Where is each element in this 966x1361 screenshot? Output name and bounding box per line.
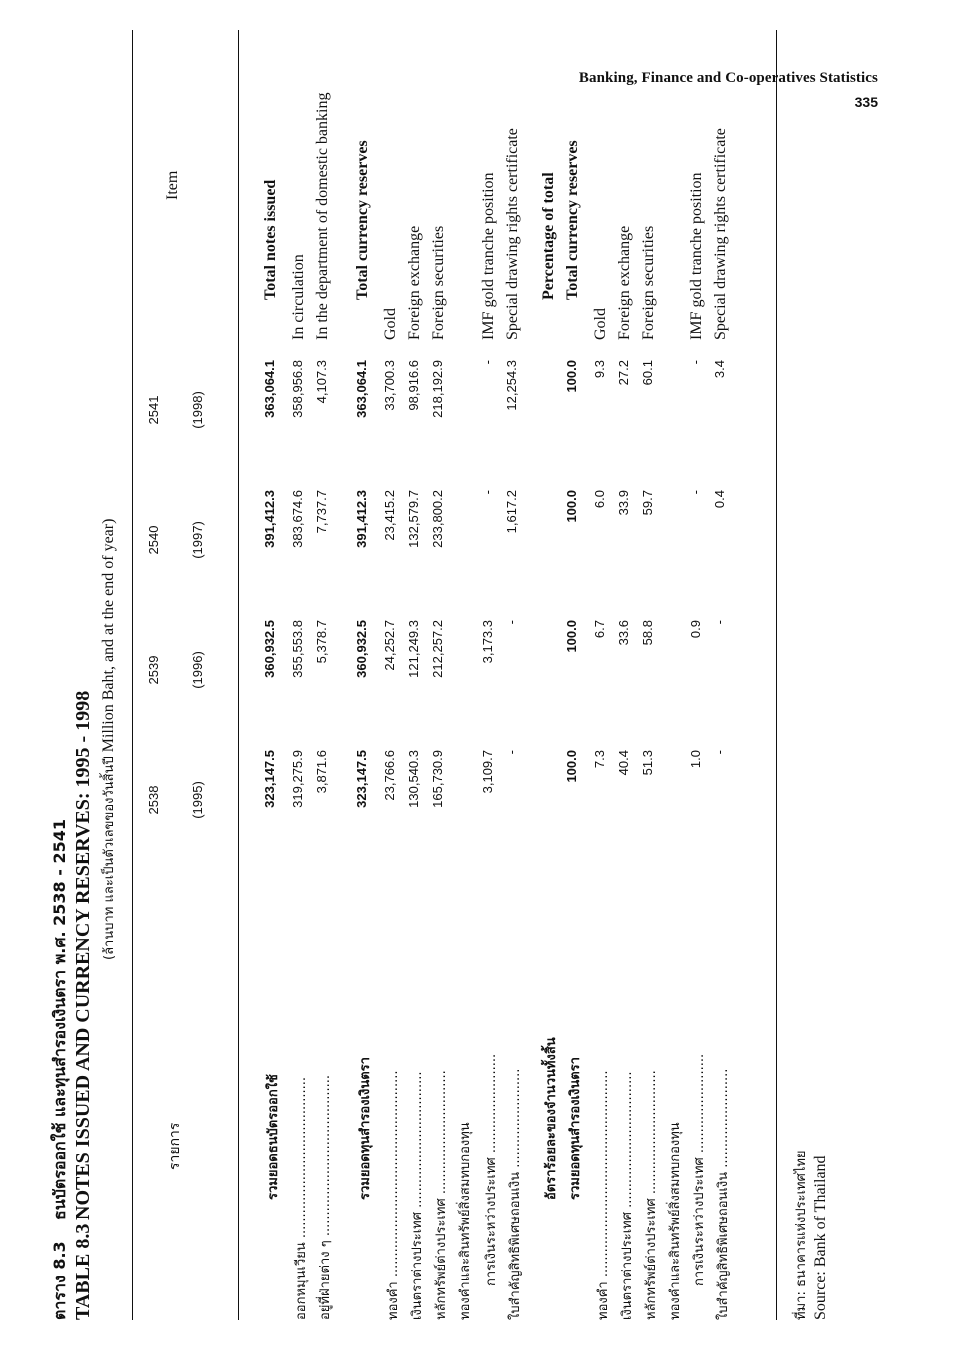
cell-value: 323,147.5 xyxy=(262,750,277,808)
row-label-english: Total currency reserves xyxy=(354,140,371,300)
source-thai xyxy=(790,1150,811,1320)
cell-value: 6.7 xyxy=(592,620,607,639)
cell-value: 33,700.3 xyxy=(382,360,397,411)
cell-value: 23,766.6 xyxy=(382,750,397,801)
english-table-label: TABLE 8.3 xyxy=(72,1223,94,1320)
table-bottom-rule xyxy=(776,30,777,1320)
thai-table-label: ตาราง 8.3 xyxy=(50,1241,69,1320)
cell-value: 23,415.2 xyxy=(382,490,397,541)
cell-value: 3,109.7 xyxy=(480,750,495,794)
cell-value: 100.0 xyxy=(564,620,579,653)
year-be-header: 2539 xyxy=(146,655,161,685)
row-label-thai: เงินตราต่างประเทศ ................................. xyxy=(620,1071,635,1320)
cell-value: 100.0 xyxy=(564,490,579,523)
table-row xyxy=(640,30,666,1320)
table-row xyxy=(314,30,340,1320)
row-label-thai: หลักทรัพย์ต่างประเทศ .............................. xyxy=(434,1070,449,1320)
header-bottom-rule xyxy=(238,30,239,1320)
cell-value: 9.3 xyxy=(592,360,607,379)
cell-value: - xyxy=(712,750,727,755)
cell-value: - xyxy=(480,360,495,365)
row-label-english: Foreign securities xyxy=(640,225,657,340)
cell-value: 60.1 xyxy=(640,360,655,386)
source-english: Source: Bank of Thailand xyxy=(812,1155,829,1320)
cell-value: 12,254.3 xyxy=(504,360,519,411)
row-label-english: Gold xyxy=(592,308,609,340)
cell-value: 33.6 xyxy=(616,620,631,646)
unit-note-english: Million Baht, and at the end of year) xyxy=(100,518,117,753)
english-table-title: NOTES ISSUED AND CURRENCY RESERVES: 1995 - 1998 xyxy=(72,690,94,1220)
cell-value: 383,674.6 xyxy=(290,490,305,548)
row-label-english: IMF gold tranche position xyxy=(688,172,705,340)
unit-note xyxy=(98,519,119,960)
table-row xyxy=(406,30,432,1320)
cell-value: 98,916.6 xyxy=(406,360,421,411)
row-label-english: Special drawing rights certificate xyxy=(712,128,729,340)
row-label-thai: รวมยอดทุนสำรองเงินตรา xyxy=(568,1057,583,1200)
row-label-thai: เงินตราต่างประเทศ ................................. xyxy=(410,1071,425,1320)
thai-title xyxy=(48,819,73,1320)
row-label-english: In circulation xyxy=(290,254,307,340)
row-label-english: Foreign exchange xyxy=(406,225,423,340)
year-ce-header: (1998) xyxy=(190,391,205,429)
row-label-english: Foreign securities xyxy=(430,225,447,340)
row-label-thai: ใบสำคัญสิทธิพิเศษถอนเงิน ........................ xyxy=(716,1068,731,1320)
running-head: Banking, Finance and Co-operatives Statistics xyxy=(578,70,878,86)
table-row xyxy=(616,30,642,1320)
row-label-english: Gold xyxy=(382,308,399,340)
row-label-english: In the department of domestic banking xyxy=(314,92,331,340)
table-row xyxy=(688,30,714,1320)
table-row xyxy=(290,30,316,1320)
table-row xyxy=(564,30,590,1320)
cell-value: 7.3 xyxy=(592,750,607,769)
table-top-rule xyxy=(132,30,133,1320)
cell-value: 100.0 xyxy=(564,360,579,393)
cell-value: 323,147.5 xyxy=(354,750,369,808)
cell-value: 5,378.7 xyxy=(314,620,329,664)
row-label-thai: อัตราร้อยละของจำนวนทั้งสิ้น xyxy=(544,1037,559,1200)
year-ce-header: (1996) xyxy=(190,651,205,689)
table-row xyxy=(592,30,618,1320)
cell-value: 3,871.6 xyxy=(314,750,329,794)
cell-value: - xyxy=(504,620,519,625)
row-label-english: Total currency reserves xyxy=(564,140,581,300)
cell-value: 51.3 xyxy=(640,750,655,776)
row-label-thai: ทองคำและสินทรัพย์สิ่งสมทบกองทุน xyxy=(668,1122,683,1320)
cell-value: 360,932.5 xyxy=(262,620,277,678)
cell-value: 391,412.3 xyxy=(262,490,277,548)
cell-value: 40.4 xyxy=(616,750,631,776)
cell-value: 121,249.3 xyxy=(406,620,421,678)
row-label-thai: รวมยอดธนบัตรออกใช้ xyxy=(266,1074,281,1200)
source-thai-text: ที่มา: ธนาคารแห่งประเทศไทย xyxy=(794,1150,809,1320)
row-label-english: Foreign exchange xyxy=(616,225,633,340)
cell-value: 33.9 xyxy=(616,490,631,516)
row-label-english: IMF gold tranche position xyxy=(480,172,497,340)
year-ce-header: (1995) xyxy=(190,781,205,819)
row-label-english: Percentage of total xyxy=(540,172,557,300)
cell-value: 6.0 xyxy=(592,490,607,509)
page-number: 335 xyxy=(854,94,878,110)
table-row xyxy=(430,30,456,1320)
cell-value: 3,173.3 xyxy=(480,620,495,664)
year-be-header: 2540 xyxy=(146,525,161,555)
row-label-thai: การเงินระหว่างประเทศ ........................ xyxy=(484,1053,499,1286)
cell-value: 7,737.7 xyxy=(314,490,329,534)
unit-note-thai: (ล้านบาท และเป็นตัวเลขของวันสิ้นปี xyxy=(102,756,117,960)
cell-value: 0.9 xyxy=(688,620,703,639)
cell-value: 24,252.7 xyxy=(382,620,397,671)
cell-value: 233,800.2 xyxy=(430,490,445,548)
cell-value: 0.4 xyxy=(712,490,727,509)
cell-value: 100.0 xyxy=(564,750,579,783)
table-row xyxy=(540,30,566,1320)
table-row xyxy=(712,30,738,1320)
row-label-thai: หลักทรัพย์ต่างประเทศ .............................. xyxy=(644,1070,659,1320)
row-label-english: Special drawing rights certificate xyxy=(504,128,521,340)
cell-value: 360,932.5 xyxy=(354,620,369,678)
table-row xyxy=(664,30,690,1320)
row-label-thai: ทองคำและสินทรัพย์สิ่งสมทบกองทุน xyxy=(458,1122,473,1320)
thai-table-title: ธนบัตรออกใช้ และทุนสำรองเงินตรา พ.ศ. 2538 - 2541 xyxy=(50,819,69,1220)
table-row xyxy=(262,30,288,1320)
item-header-english: Item xyxy=(164,170,181,200)
cell-value: - xyxy=(688,490,703,495)
cell-value: 4,107.3 xyxy=(314,360,329,404)
cell-value: 355,553.8 xyxy=(290,620,305,678)
rotated-table-area xyxy=(0,30,830,1320)
row-label-thai: ทองคำ .................................................. xyxy=(596,1070,611,1320)
cell-value: 319,275.9 xyxy=(290,750,305,808)
year-be-header: 2541 xyxy=(146,395,161,425)
row-label-thai: ทองคำ .................................................. xyxy=(386,1070,401,1320)
cell-value: 218,192.9 xyxy=(430,360,445,418)
cell-value: 58.8 xyxy=(640,620,655,646)
cell-value: 358,956.8 xyxy=(290,360,305,418)
item-header-thai: รายการ xyxy=(167,1122,183,1170)
row-label-thai: อยู่ที่ฝ่ายต่าง ๆ ....................................... xyxy=(318,1074,333,1320)
cell-value: 27.2 xyxy=(616,360,631,386)
row-label-thai: การเงินระหว่างประเทศ ........................ xyxy=(692,1053,707,1286)
table-row xyxy=(454,30,480,1320)
english-title xyxy=(72,691,95,1320)
cell-value: 165,730.9 xyxy=(430,750,445,808)
table-row xyxy=(480,30,506,1320)
table-row xyxy=(504,30,530,1320)
cell-value: 363,064.1 xyxy=(262,360,277,418)
cell-value: 3.4 xyxy=(712,360,727,379)
row-label-thai: ออกหมุนเวียน ....................................... xyxy=(294,1076,309,1320)
cell-value: - xyxy=(480,490,495,495)
cell-value: 391,412.3 xyxy=(354,490,369,548)
table-row xyxy=(382,30,408,1320)
year-be-header: 2538 xyxy=(146,785,161,815)
cell-value: 1,617.2 xyxy=(504,490,519,534)
table-row xyxy=(354,30,380,1320)
cell-value: 212,257.2 xyxy=(430,620,445,678)
cell-value: 363,064.1 xyxy=(354,360,369,418)
cell-value: - xyxy=(504,750,519,755)
cell-value: - xyxy=(688,360,703,365)
cell-value: 132,579.7 xyxy=(406,490,421,548)
cell-value: 59.7 xyxy=(640,490,655,516)
cell-value: 1.0 xyxy=(688,750,703,769)
cell-value: 130,540.3 xyxy=(406,750,421,808)
row-label-english: Total notes issued xyxy=(262,179,279,300)
cell-value: - xyxy=(712,620,727,625)
year-ce-header: (1997) xyxy=(190,521,205,559)
row-label-thai: ใบสำคัญสิทธิพิเศษถอนเงิน ........................ xyxy=(508,1068,523,1320)
row-label-thai: รวมยอดทุนสำรองเงินตรา xyxy=(358,1057,373,1200)
